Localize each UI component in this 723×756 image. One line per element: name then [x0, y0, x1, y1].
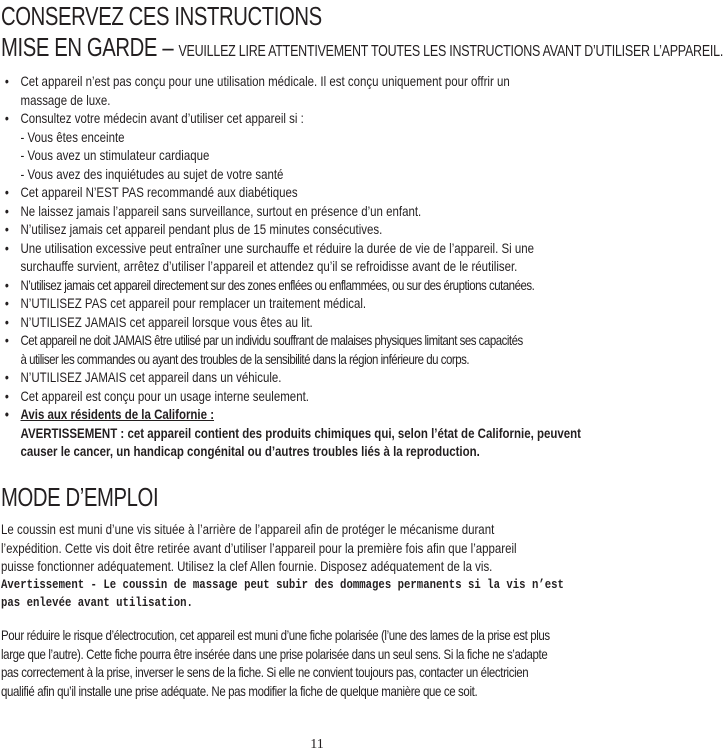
bullet-symbol: •	[4, 110, 9, 126]
paragraph-line: pas correctement à la prise, inverser le sens de la fiche. Si elle ne convient toujours pas, contacter un électricien	[1, 664, 529, 680]
bullet-item	[0, 368, 623, 387]
bullet-item	[0, 239, 623, 276]
bullet-line: Cet appareil N’EST PAS recommandé aux diabétiques	[20, 184, 298, 200]
heading-warning-dash: –	[157, 32, 179, 62]
bullet-line: N’UTILISEZ JAMAIS cet appareil dans un véhicule.	[20, 369, 282, 385]
bullet-item	[0, 183, 623, 202]
paragraph-line: qualifié afin qu’il installe une prise adéquate. Ne pas modifier la fiche de quelque manière que ce soit.	[1, 682, 478, 699]
bullet-line: - Vous avez des inquiétudes au sujet de votre santé	[20, 165, 284, 182]
bullet-line: Ne laissez jamais l’appareil sans surveillance, surtout en présence d’un enfant.	[20, 202, 422, 219]
bullet-symbol: •	[4, 369, 9, 385]
bullet-symbol: •	[4, 295, 9, 311]
bullet-line: N’UTILISEZ JAMAIS cet appareil lorsque vous êtes au lit.	[20, 313, 313, 330]
bullet-item	[0, 331, 623, 368]
bullet-line: N’utilisez jamais cet appareil pendant plus de 15 minutes consécutives.	[20, 221, 383, 237]
mode-paragraph	[1, 520, 624, 613]
bullet-symbol: •	[4, 239, 9, 256]
bullet-item	[0, 387, 623, 406]
heading-warning-main: MISE EN GARDE	[1, 32, 158, 62]
paragraph-line: l’expédition. Cette vis doit être retirée avant d’utiliser l’appareil pour la première fois afin que l’appareil	[1, 539, 517, 556]
bullet-line: - Vous avez un stimulateur cardiaque	[20, 147, 210, 163]
bullet-symbol: •	[4, 406, 9, 422]
paragraph-line: Le coussin est muni d’une vis située à l’arrière de l’appareil afin de protéger le mécanisme durant	[1, 521, 495, 537]
bullet-item	[0, 202, 623, 221]
bullet-symbol: •	[4, 221, 9, 237]
bullet-symbol: •	[4, 73, 9, 89]
page-number: 11	[310, 737, 324, 752]
heading-warning-subtitle: VEUILLEZ LIRE ATTENTIVEMENT TOUTES LES INSTRUCTIONS AVANT D’UTILISER L’APPAREIL.	[178, 43, 723, 60]
bullet-item	[0, 109, 623, 183]
bullet-item-california	[0, 405, 623, 461]
california-warning-line: AVERTISSEMENT : cet appareil contient des produits chimiques qui, selon l’état de Californie, peuvent	[20, 424, 581, 441]
bullet-line: - Vous êtes enceinte	[20, 128, 125, 145]
bullet-item	[0, 313, 623, 332]
bullet-symbol: •	[4, 332, 9, 348]
polarized-plug-paragraph	[1, 626, 624, 700]
safety-bullet-list	[0, 72, 623, 461]
bullet-item	[0, 294, 623, 313]
bullet-symbol: •	[4, 276, 9, 293]
bullet-symbol: •	[4, 184, 9, 200]
bullet-line: Cet appareil ne doit JAMAIS être utilisé par un individu souffrant de malaises physiques limitant ses capacités	[20, 332, 523, 348]
bullet-line: massage de luxe.	[20, 91, 111, 108]
california-warning-line: causer le cancer, un handicap congénital ou d’autres troubles liés à la reproduction.	[20, 443, 480, 459]
bullet-symbol: •	[4, 202, 9, 219]
bullet-line: N’utilisez jamais cet appareil directement sur des zones enflées ou enflammées, ou sur des éruptions cutanées.	[20, 276, 535, 293]
heading-mode-emploi: MODE D’EMPLOI	[1, 482, 159, 512]
bullet-item	[0, 220, 623, 239]
heading-mise-en-garde	[1, 34, 723, 65]
paragraph-line: puisse fonctionner adéquatement. Utilisez la clef Allen fournie. Disposez adéquatement de la vis.	[1, 558, 493, 574]
bullet-item	[0, 276, 623, 295]
bullet-line: Cet appareil n’est pas conçu pour une utilisation médicale. Il est conçu uniquement pour offrir un	[20, 73, 510, 89]
bullet-line: Cet appareil est conçu pour un usage interne seulement.	[20, 387, 309, 404]
bullet-line: surchauffe survient, arrêtez d’utiliser l’appareil et attendez qu’il se refroidisse avant de le réutiliser.	[20, 258, 518, 274]
screw-warning-line: pas enlevée avant utilisation.	[1, 595, 193, 610]
bullet-line: N’UTILISEZ PAS cet appareil pour remplacer un traitement médical.	[20, 295, 367, 311]
bullet-symbol: •	[4, 313, 9, 330]
bullet-line: Consultez votre médecin avant d’utiliser cet appareil si :	[20, 110, 304, 126]
heading-conserve-instructions: CONSERVEZ CES INSTRUCTIONS	[1, 1, 322, 31]
bullet-symbol: •	[4, 387, 9, 404]
bullet-line: Une utilisation excessive peut entraîner une surchauffe et réduire la durée de vie de l’appareil. Si une	[20, 239, 535, 256]
paragraph-line: large que l’autre). Cette fiche pourra être insérée dans une prise polarisée dans un seul sens. Si la fiche ne s’adapte	[1, 645, 548, 662]
bullet-item	[0, 72, 623, 109]
california-notice-title: Avis aux résidents de la Californie :	[20, 406, 215, 422]
screw-warning-line: Avertissement - Le coussin de massage peut subir des dommages permanents si la vis n’est	[1, 576, 564, 592]
bullet-line: à utiliser les commandes ou ayant des troubles de la sensibilité dans la région inférieure du corps.	[20, 350, 470, 367]
paragraph-line: Pour réduire le risque d’électrocution, cet appareil est muni d’une fiche polarisée (l’une des lames de la prise est plus	[1, 627, 550, 643]
